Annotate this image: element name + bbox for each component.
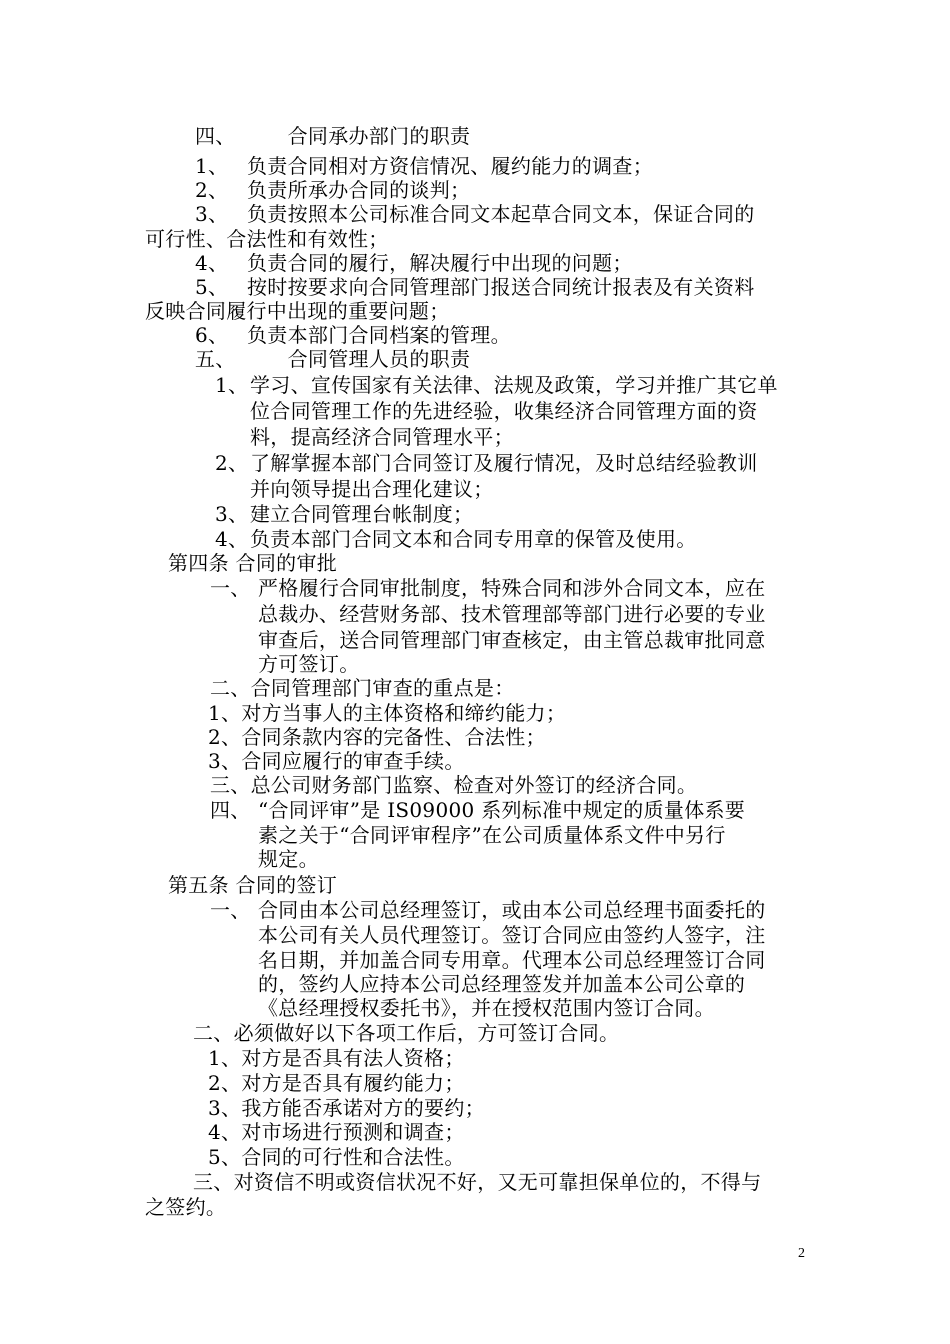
item-text: 负责按照本公司标准合同文本起草合同文本，保证合同的 <box>247 202 755 226</box>
article-title: 第五条 合同的签订 <box>168 873 338 897</box>
para-line: “合同评审”是 IS09000 系列标准中规定的质量体系要 <box>258 798 746 822</box>
page-number: 2 <box>798 1246 805 1261</box>
para-line: 方可签订。 <box>258 652 360 676</box>
list-item <box>195 322 511 348</box>
para-line: 名日期，并加盖合同专用章。代理本公司总经理签订合同 <box>258 948 766 972</box>
list-item: 3、我方能否承诺对方的要约； <box>208 1096 485 1120</box>
item-number: 3、 <box>215 502 249 526</box>
item-text: 负责本部门合同档案的管理。 <box>247 323 511 347</box>
paragraph: 三、总公司财务部门监察、检查对外签订的经济合同。 <box>210 773 698 797</box>
list-item: 3、合同应履行的审查手续。 <box>208 749 465 773</box>
para-line: 规定。 <box>258 847 319 871</box>
list-item <box>195 250 633 276</box>
article-title: 第四条 合同的审批 <box>168 551 338 575</box>
item-line: 位合同管理工作的先进经验，收集经济合同管理方面的资 <box>250 399 758 423</box>
para-number: 四、 <box>210 798 251 822</box>
para-line: 的，签约人应持本公司总经理签发并加盖本公司公章的 <box>258 972 746 996</box>
heading-number: 四、 <box>195 124 236 148</box>
list-item <box>195 177 470 203</box>
paragraph-line: 三、对资信不明或资信状况不好，又无可靠担保单位的，不得与 <box>193 1170 762 1194</box>
item-number: 1、 <box>215 373 249 397</box>
item-line: 建立合同管理台帐制度； <box>250 502 474 526</box>
item-line: 了解掌握本部门合同签订及履行情况，及时总结经验教训 <box>250 451 758 475</box>
para-line: 总裁办、经营财务部、技术管理部等部门进行必要的专业 <box>258 602 766 626</box>
item-number: 3、 <box>195 202 229 226</box>
list-item: 2、对方是否具有履约能力； <box>208 1071 465 1095</box>
heading-number: 五、 <box>195 347 236 371</box>
para-line: 《总经理授权委托书》，并在授权范围内签订合同。 <box>258 996 715 1020</box>
para-line: 本公司有关人员代理签订。签订合同应由签约人签字，注 <box>258 923 766 947</box>
item-text: 负责合同相对方资信情况、履约能力的调查； <box>247 154 653 178</box>
list-item <box>195 201 755 227</box>
item-number: 6、 <box>195 323 229 347</box>
item-continuation: 可行性、合法性和有效性； <box>145 227 389 251</box>
item-continuation: 反映合同履行中出现的重要问题； <box>145 299 450 323</box>
list-item: 4、对市场进行预测和调查； <box>208 1120 465 1144</box>
item-number: 5、 <box>195 275 229 299</box>
paragraph: 二、必须做好以下各项工作后，方可签订合同。 <box>193 1021 620 1045</box>
section-heading <box>195 123 470 149</box>
list-item <box>195 153 653 179</box>
item-line: 学习、宣传国家有关法律、法规及政策，学习并推广其它单 <box>250 373 778 397</box>
heading-text: 合同承办部门的职责 <box>287 124 471 148</box>
list-item <box>195 274 755 300</box>
item-number: 1、 <box>195 154 229 178</box>
item-number: 2、 <box>195 178 229 202</box>
item-text: 负责所承办合同的谈判； <box>247 178 471 202</box>
para-number: 一、 <box>210 576 251 600</box>
para-line: 合同由本公司总经理签订，或由本公司总经理书面委托的 <box>258 898 766 922</box>
section-heading <box>195 346 470 372</box>
para-line: 素之关于“合同评审程序”在公司质量体系文件中另行 <box>258 823 726 847</box>
list-item: 1、对方是否具有法人资格； <box>208 1046 465 1070</box>
item-line: 料，提高经济合同管理水平； <box>250 425 514 449</box>
para-number: 一、 <box>210 898 251 922</box>
item-text: 负责合同的履行，解决履行中出现的问题； <box>247 251 633 275</box>
list-item: 5、合同的可行性和合法性。 <box>208 1145 465 1169</box>
item-text: 按时按要求向合同管理部门报送合同统计报表及有关资料 <box>247 275 755 299</box>
item-number: 4、 <box>215 527 249 551</box>
item-number: 2、 <box>215 451 249 475</box>
list-item: 2、合同条款内容的完备性、合法性； <box>208 725 546 749</box>
heading-text: 合同管理人员的职责 <box>287 347 471 371</box>
item-number: 4、 <box>195 251 229 275</box>
paragraph: 二、合同管理部门审查的重点是： <box>210 676 515 700</box>
list-item: 1、对方当事人的主体资格和缔约能力； <box>208 701 567 725</box>
item-line: 负责本部门合同文本和合同专用章的保管及使用。 <box>250 527 697 551</box>
item-line: 并向领导提出合理化建议； <box>250 477 494 501</box>
para-line: 审查后，送合同管理部门审查核定，由主管总裁审批同意 <box>258 628 766 652</box>
para-line: 严格履行合同审批制度，特殊合同和涉外合同文本，应在 <box>258 576 766 600</box>
paragraph-line: 之签约。 <box>145 1195 227 1219</box>
